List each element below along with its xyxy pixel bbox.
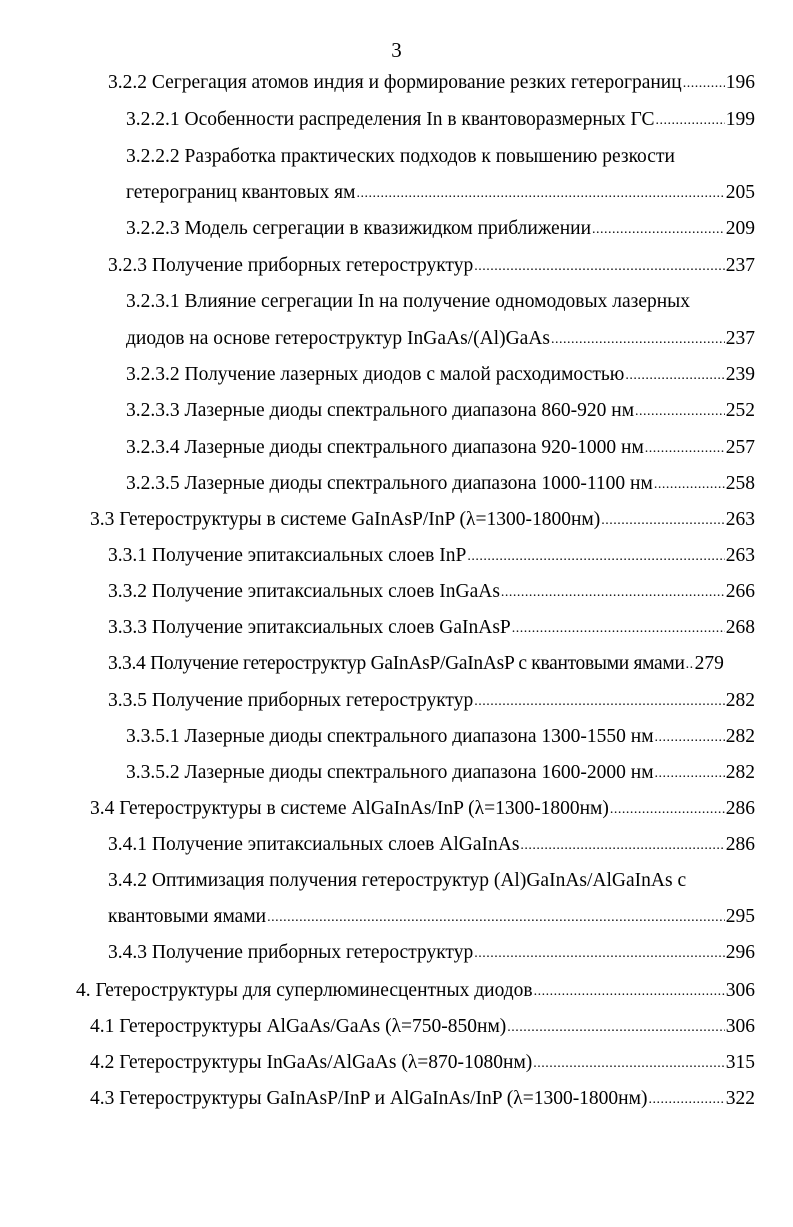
toc-entry-page: 306 bbox=[725, 980, 755, 1001]
toc-entry-title: 3.4.2 Оптимизация получения гетероструктур (Al)GaInAs/AlGaInAs с bbox=[108, 870, 687, 891]
toc-entry bbox=[126, 396, 755, 426]
toc-entry-title: 4.2 Гетероструктуры InGaAs/AlGaAs (λ=870-1080нм) bbox=[90, 1052, 533, 1073]
toc-entry bbox=[108, 251, 755, 281]
toc-entry-title: 3.3.2 Получение эпитаксиальных слоев InGaAs bbox=[108, 581, 500, 602]
toc-entry-page: 258 bbox=[725, 473, 755, 494]
toc-entry-page: 209 bbox=[725, 218, 755, 239]
toc-entry bbox=[90, 1048, 755, 1078]
toc-entry bbox=[90, 1084, 755, 1114]
toc-entry-page: 315 bbox=[725, 1052, 755, 1073]
toc-entry-title: 3.2.2.2 Разработка практических подходов к повышению резкости bbox=[126, 146, 675, 167]
toc-entry-page: 266 bbox=[725, 581, 755, 602]
toc-entry-page: 282 bbox=[725, 762, 755, 783]
toc-entry bbox=[108, 830, 755, 860]
toc-entry-title-cont: квантовыми ямами bbox=[108, 906, 267, 927]
toc-entry-page: 279 bbox=[694, 653, 724, 674]
toc-entry-page: 199 bbox=[725, 109, 755, 130]
toc-entry-page: 286 bbox=[725, 798, 755, 819]
toc-entry bbox=[108, 541, 755, 571]
toc-entry-page: 322 bbox=[725, 1088, 755, 1109]
toc-entry-first-line bbox=[126, 287, 690, 317]
toc-entry-page: 306 bbox=[725, 1016, 755, 1037]
page-number: 3 bbox=[391, 38, 402, 62]
toc-entry bbox=[126, 105, 755, 135]
toc-entry bbox=[90, 1012, 755, 1042]
toc-entry-title: 4. Гетероструктуры для суперлюминесцентных диодов bbox=[76, 980, 533, 1001]
toc-entry-title: 3.2.2 Сегрегация атомов индия и формирование резких гетерограниц bbox=[108, 72, 682, 93]
toc-entry-page: 257 bbox=[725, 437, 755, 458]
toc-entry-title: 3.4.1 Получение эпитаксиальных слоев AlGaInAs bbox=[108, 834, 520, 855]
toc-entry-page: 286 bbox=[725, 834, 755, 855]
toc-entry-page: 237 bbox=[725, 328, 755, 349]
toc-entry-page: 205 bbox=[725, 182, 755, 203]
toc-entry bbox=[126, 214, 755, 244]
toc-entry-page: 282 bbox=[725, 690, 755, 711]
toc-entry-title: 3.3.5 Получение приборных гетероструктур bbox=[108, 690, 474, 711]
toc-entry-page: 239 bbox=[725, 364, 755, 385]
toc-entry-title: 3.2.3.4 Лазерные диоды спектрального диапазона 920-1000 нм bbox=[126, 437, 644, 458]
toc-entry bbox=[108, 577, 755, 607]
toc-entry-title-cont: диодов на основе гетероструктур InGaAs/(Al)GaAs bbox=[126, 328, 551, 349]
toc-entry bbox=[108, 68, 755, 98]
toc-entry-title: 3.3.3 Получение эпитаксиальных слоев GaInAsP bbox=[108, 617, 511, 638]
toc-entry-title: 3.2.3 Получение приборных гетероструктур bbox=[108, 255, 474, 276]
toc-entry-page: 282 bbox=[725, 726, 755, 747]
toc-entry-title: 3.2.3.5 Лазерные диоды спектрального диапазона 1000-1100 нм bbox=[126, 473, 653, 494]
toc-entry bbox=[108, 613, 755, 643]
toc-entry bbox=[108, 686, 755, 716]
toc-entry-page: 237 bbox=[725, 255, 755, 276]
toc-entry-page: 263 bbox=[725, 509, 755, 530]
toc-entry-title: 3.2.2.1 Особенности распределения In в квантоворазмерных ГС bbox=[126, 109, 655, 130]
toc-entry-title: 3.3.1 Получение эпитаксиальных слоев InP bbox=[108, 545, 467, 566]
toc-entry-title: 3.4 Гетероструктуры в системе AlGaInAs/InP (λ=1300-1800нм) bbox=[90, 798, 609, 819]
toc-entry bbox=[90, 505, 755, 535]
toc-entry bbox=[76, 976, 755, 1006]
toc-entry bbox=[126, 758, 755, 788]
toc-entry bbox=[108, 649, 755, 679]
toc-entry bbox=[126, 433, 755, 463]
toc-entry-title: 3.2.2.3 Модель сегрегации в квазижидком приближении bbox=[126, 218, 592, 239]
toc-entry-title-cont: гетерограниц квантовых ям bbox=[126, 182, 356, 203]
toc-entry-title: 3.2.3.1 Влияние сегрегации In на получение одномодовых лазерных bbox=[126, 291, 691, 312]
toc-entry bbox=[126, 360, 755, 390]
toc-entry bbox=[126, 324, 755, 354]
toc-entry bbox=[90, 794, 755, 824]
toc-entry-page: 252 bbox=[725, 400, 755, 421]
toc-entry-title: 3.3.5.2 Лазерные диоды спектрального диапазона 1600-2000 нм bbox=[126, 762, 654, 783]
toc-entry-title: 3.3.4 Получение гетероструктур GaInAsP/GaInAsP с квантовыми ямами bbox=[108, 653, 685, 674]
toc-entry-title: 3.3 Гетероструктуры в системе GaInAsP/InP (λ=1300-1800нм) bbox=[90, 509, 601, 530]
toc-entry bbox=[126, 469, 755, 499]
toc-entry-title: 3.3.5.1 Лазерные диоды спектрального диапазона 1300-1550 нм bbox=[126, 726, 654, 747]
toc-entry-page: 263 bbox=[725, 545, 755, 566]
toc-entry-page: 295 bbox=[725, 906, 755, 927]
toc-entry bbox=[108, 938, 755, 968]
toc-entry bbox=[126, 722, 755, 752]
toc-entry-title: 4.3 Гетероструктуры GaInAsP/InP и AlGaInAs/InP (λ=1300-1800нм) bbox=[90, 1088, 648, 1109]
toc-entry-page: 268 bbox=[725, 617, 755, 638]
toc-entry-title: 3.4.3 Получение приборных гетероструктур bbox=[108, 942, 474, 963]
toc-entry-title: 3.2.3.2 Получение лазерных диодов с малой расходимостью bbox=[126, 364, 625, 385]
toc-entry bbox=[126, 178, 755, 208]
toc-entry-first-line bbox=[108, 866, 686, 896]
toc-entry-first-line bbox=[126, 142, 675, 172]
toc-entry bbox=[108, 902, 755, 932]
toc-entry-page: 196 bbox=[725, 72, 755, 93]
toc-entry-title: 3.2.3.3 Лазерные диоды спектрального диапазона 860-920 нм bbox=[126, 400, 635, 421]
toc-entry-page: 296 bbox=[725, 942, 755, 963]
toc-entry-title: 4.1 Гетероструктуры AlGaAs/GaAs (λ=750-850нм) bbox=[90, 1016, 507, 1037]
